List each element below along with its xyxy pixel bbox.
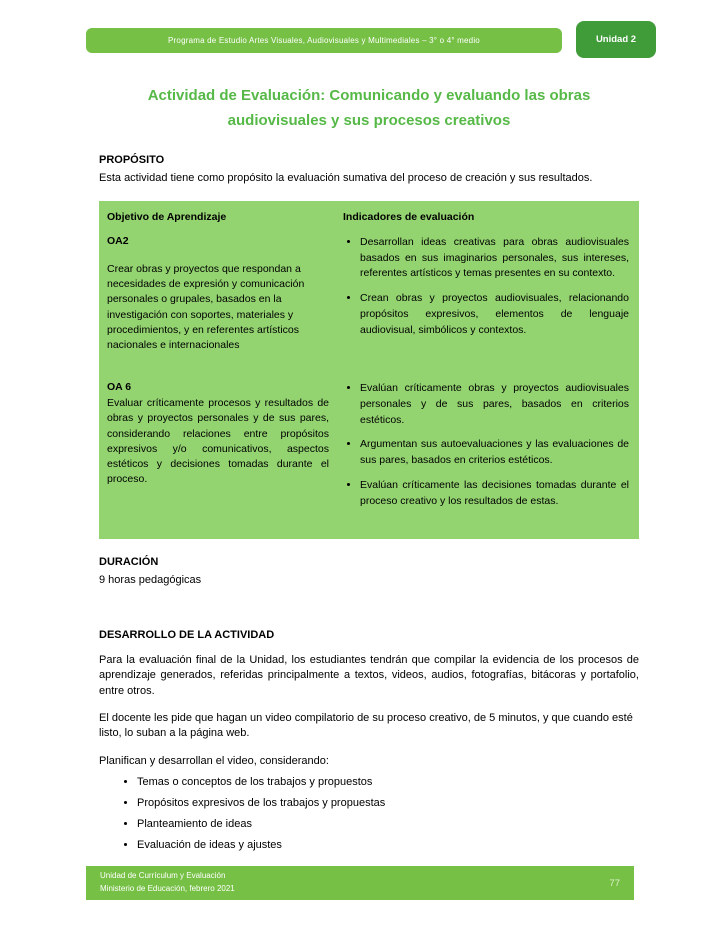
list-item: • Temas o conceptos de los trabajos y propuestos bbox=[137, 774, 639, 791]
indicator-item: • Argumentan sus autoevaluaciones y las evaluaciones de sus pares, basados en criterios estéticos. bbox=[360, 437, 629, 469]
indicator-item: • Evalúan críticamente las decisiones tomadas durante el proceso creativo y los resultados de estas. bbox=[360, 478, 629, 510]
section-desarrollo bbox=[99, 629, 639, 855]
page-number: 77 bbox=[609, 877, 620, 889]
section-proposito bbox=[99, 154, 639, 186]
proposito-heading: PROPÓSITO bbox=[99, 153, 165, 166]
table-row-oa2 bbox=[107, 235, 629, 353]
table-header-indicadores: Indicadores de evaluación bbox=[343, 210, 475, 223]
table-header-objetivo: Objetivo de Aprendizaje bbox=[107, 210, 227, 223]
indicator-item: • Crean obras y proyectos audiovisuales, relacionando propósitos expresivos, elementos de lenguaje audiovisual, simbólicos y contextos. bbox=[360, 291, 629, 338]
oa6-indicators-cell bbox=[343, 381, 629, 509]
proposito-text: Esta actividad tiene como propósito la evaluación sumativa del proceso de creación y sus resultados. bbox=[99, 171, 593, 184]
indicator-item: • Desarrollan ideas creativas para obras audiovisuales basados en sus imaginarios personales, sus intereses, referentes artísticos y temas presentes en su contexto. bbox=[360, 235, 629, 282]
desarrollo-paragraph-3: Planifican y desarrollan el video, considerando: bbox=[99, 754, 329, 767]
oa6-indicator-list bbox=[343, 381, 629, 509]
table-row-oa6 bbox=[107, 381, 629, 509]
list-item: • Evaluación de ideas y ajustes bbox=[137, 837, 639, 854]
footer-credits bbox=[100, 870, 235, 896]
oa6-cell bbox=[107, 381, 329, 509]
oa2-indicator-list bbox=[343, 235, 629, 339]
program-title: Programa de Estudio Artes Visuales, Audiovisuales y Multimediales – 3° o 4° medio bbox=[168, 36, 480, 45]
oa-table bbox=[99, 201, 639, 540]
video-planning-list bbox=[99, 774, 639, 854]
indicator-item: • Evalúan críticamente obras y proyectos audiovisuales personales y de sus pares, basados en criterios estéticos. bbox=[360, 381, 629, 428]
list-item: • Planteamiento de ideas bbox=[137, 816, 639, 833]
list-item: • Propósitos expresivos de los trabajos y propuestas bbox=[137, 795, 639, 812]
oa2-objective: Crear obras y proyectos que respondan a necesidades de expresión y comunicación personales o grupales, basados en la investigación con soportes, materiales y procedimientos, y en referentes artísticos nacionales e internacionales bbox=[107, 262, 305, 351]
oa6-label: OA 6 bbox=[107, 381, 132, 394]
footer-bar bbox=[86, 866, 634, 900]
desarrollo-paragraph-2: El docente les pide que hagan un video compilatorio de su proceso creativo, de 5 minutos, y que cuando esté listo, lo suban a la página web. bbox=[99, 712, 633, 740]
table-header-row bbox=[107, 211, 629, 223]
desarrollo-paragraph-1: Para la evaluación final de la Unidad, los estudiantes tendrán que compilar la evidencia de los procesos de aprendizaje generados, referidas principalmente a textos, videos, audios, fotografías, bitácoras y portafolio, entre otros. bbox=[99, 653, 639, 697]
oa2-label: OA2 bbox=[107, 234, 129, 247]
duracion-heading: DURACIÓN bbox=[99, 556, 159, 569]
duracion-text: 9 horas pedagógicas bbox=[99, 574, 202, 587]
footer-line-2: Ministerio de Educación, febrero 2021 bbox=[100, 884, 235, 893]
page-content bbox=[99, 84, 639, 858]
header-bar bbox=[86, 28, 562, 53]
section-duracion bbox=[99, 556, 639, 588]
oa6-objective: Evaluar críticamente procesos y resultados de obras y proyectos personales y de sus pares, considerando relaciones entre propósitos expresivos y/o comunicativos, aspectos estéticos y decisiones tomadas durante el proceso. bbox=[107, 397, 329, 486]
desarrollo-heading: DESARROLLO DE LA ACTIVIDAD bbox=[99, 628, 275, 641]
footer-line-1: Unidad de Currículum y Evaluación bbox=[100, 871, 226, 881]
page-title: Actividad de Evaluación: Comunicando y evaluando las obras audiovisuales y sus procesos creativos bbox=[147, 87, 591, 129]
oa2-indicators-cell bbox=[343, 235, 629, 353]
oa2-cell bbox=[107, 235, 329, 353]
unit-badge: Unidad 2 bbox=[576, 21, 656, 58]
